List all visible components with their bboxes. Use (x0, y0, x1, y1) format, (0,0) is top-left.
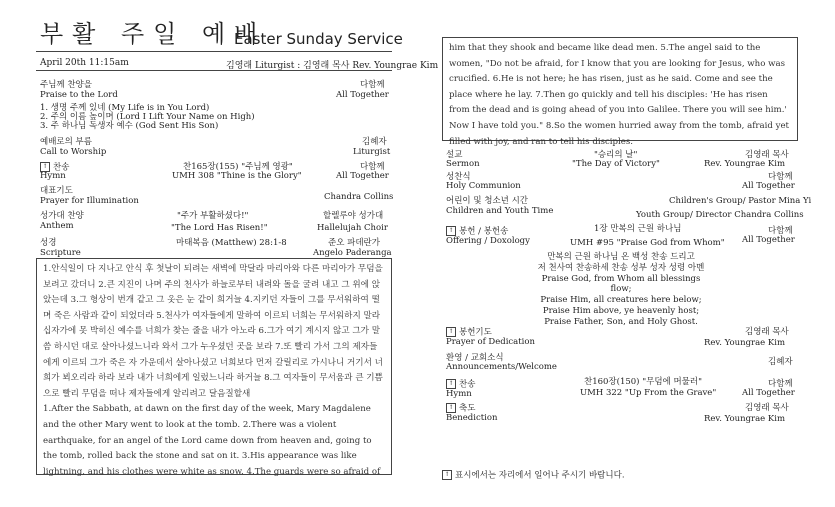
divider (36, 70, 392, 71)
hymn2-by-en: All Together (742, 388, 795, 398)
sermon-title-ko: "승리의 날" (594, 150, 638, 160)
hymn-label-ko: ↑ 찬송 (40, 162, 69, 173)
stand-icon: ↑ (446, 379, 456, 389)
scripture-passage-box (36, 258, 392, 475)
sermon-by-en: Rev. Youngrae Kim (704, 159, 785, 169)
communion-label-ko: 성찬식 (446, 172, 471, 182)
song-item: 2. 주의 이름 높이며 (Lord I Lift Your Name on High) (40, 112, 255, 122)
anthem-title-en: "The Lord Has Risen!" (171, 223, 268, 233)
stand-icon: ↑ (40, 162, 50, 172)
stand-icon: ↑ (446, 327, 456, 337)
anthem-by-en: Hallelujah Choir (317, 223, 388, 233)
doxology-line: Praise Father, Son, and Holy Ghost. (544, 316, 698, 327)
doxology-line: Praise Him above, ye heavenly host; (542, 305, 700, 316)
service-date: April 20th 11:15am (40, 58, 129, 68)
liturgist-line: 김영래 Liturgist : 김영래 목사 Rev. Youngrae Kim (226, 61, 439, 71)
communion-label-en: Holy Communion (446, 181, 521, 191)
doxology-line: Praise God, from Whom all blessings flow; (541, 273, 701, 295)
scripture-continued-box (442, 37, 798, 147)
dedication-label-ko: ↑ 봉헌기도 (446, 327, 492, 338)
scripture-by-en: Angelo Paderanga (313, 248, 392, 258)
scripture-passage-ko: 1.안식일이 다 지나고 안식 후 첫날이 되려는 새벽에 막달라 마리아와 다른 마리아가 무덤을 보려고 갔더니 2.큰 지진이 나며 주의 천사가 하늘로부터 내려와 돌을 굴려 내고 그 위에 앉았는데 3.그 형상이 번개 같고 그 옷은 눈 같이 희거늘 4.지키던 자들이 그를 무서워하여 떨며 죽은 사람과 같이 되었더라 5.천사가 여자들에게 말하여 이르되 너희는 무서워하지 말라 십자가에 못 박히신 예수를 너희가 찾는 줄을 내가 아노라 6.그가 여기 계시지 않고 그가 말씀 하시던 대로 살아나셨느니라 와서 그가 누우셨던 곳을 보라 7.또 빨리 가서 그의 제자들에게 이르되 그가 죽은 자 가운데서 살아나셨고 너희보다 먼저 갈릴리로 가시나니 거기서 너희가 뵈오리라 하라 보라 내가 너희에게 일렀느니라 하거늘 8.그 여자들이 무서움과 큰 기쁨으로 빨리 무덤을 떠나 제자들에게 알리려고 달음질할새 (43, 264, 383, 399)
dedication-by-en: Rev. Youngrae Kim (704, 338, 785, 348)
hymn2-label-en: Hymn (446, 389, 472, 399)
sermon-label-ko: 설교 (446, 150, 463, 160)
call-by-en: All Together (336, 90, 389, 100)
communion-by-ko: 다함께 (768, 172, 793, 182)
doxology-lyrics (536, 252, 706, 328)
stand-icon: ↑ (442, 470, 452, 480)
benediction-label-en: Benediction (446, 413, 498, 423)
doxology-line: 만복의 근원 하나님 온 백성 찬송 드리고 (547, 252, 695, 262)
divider (36, 51, 392, 52)
anthem-title-ko: "주가 부활하셨다!" (177, 211, 249, 221)
scripture-by-ko: 준오 파데란가 (328, 238, 380, 248)
scripture-reference: 마태복음 (Matthew) 28:1-8 (176, 238, 287, 248)
call-by-ko: 다함께 (360, 80, 385, 90)
song-item: 1. 생명 주께 있네 (My Life is in You Lord) (40, 103, 210, 113)
worship-by-ko: 김혜자 (362, 137, 387, 147)
offering-label-en: Offering / Doxology (446, 236, 530, 246)
footnote: ↑ 표시에서는 자리에서 일어나 주시기 바랍니다. (442, 470, 625, 481)
welcome-label-ko: 환영 / 교회소식 (446, 353, 504, 363)
youth-leader: Youth Group/ Director Chandra Collins (636, 210, 804, 220)
hymn2-label-ko: ↑ 찬송 (446, 379, 475, 390)
children-label-en: Children and Youth Time (446, 206, 554, 216)
call-label-ko: 주님께 찬양을 (40, 80, 92, 90)
prayer-label-en: Prayer for Illumination (40, 196, 139, 206)
benediction-label-ko: ↑ 축도 (446, 403, 475, 414)
hymn2-title-ko: 찬160장(150) "무덤에 머물러" (584, 377, 702, 387)
anthem-label-en: Anthem (40, 221, 74, 231)
offering-by-en: All Together (742, 235, 795, 245)
doxology-line: 저 천사여 찬송하세 찬송 성부 성자 성령 아멘 (537, 262, 705, 273)
scripture-label-en: Scripture (40, 248, 81, 258)
hymn2-by-ko: 다함께 (768, 379, 793, 389)
worship-label-ko: 예배로의 부름 (40, 137, 92, 147)
sermon-title-en: "The Day of Victory" (572, 159, 660, 169)
benediction-by-ko: 김영래 목사 (745, 403, 789, 413)
hymn-by-ko: 다함께 (360, 162, 385, 172)
worship-label-en: Call to Worship (40, 147, 107, 157)
hymn-title-en: UMH 308 "Thine is the Glory" (172, 171, 302, 181)
sermon-by-ko: 김영래 목사 (745, 150, 789, 160)
dedication-label-en: Prayer of Dedication (446, 337, 535, 347)
prayer-by: Chandra Collins (324, 192, 394, 202)
call-label-en: Praise to the Lord (40, 90, 118, 100)
stand-icon: ↑ (446, 403, 456, 413)
offering-by-ko: 다함께 (768, 226, 793, 236)
anthem-label-ko: 성가대 찬양 (40, 211, 84, 221)
offering-title-ko: 1장 만복의 근원 하나님 (594, 224, 682, 234)
hymn-by-en: All Together (336, 171, 389, 181)
scripture-passage-en: 1.After the Sabbath, at dawn on the first day of the week, Mary Magdalene and the other Mary went to look at the tomb. 2.There was a violent earthquake, for an angel of the Lord came down from heaven and, going to the tomb, rolled back the stone and sat on it. 3.His appearance was like lightning, and his clothes were white as snow. 4.The guards were so afraid of (43, 404, 381, 477)
welcome-by: 김혜자 (768, 357, 793, 367)
offering-title-en: UMH #95 "Praise God from Whom" (570, 238, 725, 248)
sermon-label-en: Sermon (446, 159, 480, 169)
hymn-title-ko: 찬165장(155) "주님께 영광" (183, 162, 293, 172)
hymn-label-en: Hymn (40, 171, 66, 181)
offering-label-ko: ↑ 봉헌 / 봉헌송 (446, 226, 508, 237)
scripture-passage-continued: him that they shook and became like dead men. 5.The angel said to the women, "Do not be afraid, for I know that you are looking for Jesus, who was crucified. 6.He is not here; he has risen, just as he said. Come and see the place where he lay. 7.Then go quickly and tell his disciples: 'He has risen from the dead and is going ahead of you into Galilee. There you will see him.' Now I have told you." 8.So the women hurried away from the tomb, afraid yet filled with joy, and ran to tell his disciples. (449, 43, 789, 147)
title-english: Easter Sunday Service (234, 30, 403, 48)
doxology-line: Praise Him, all creatures here below; (540, 295, 702, 306)
worship-by-en: Liturgist (353, 147, 391, 157)
song-item: 3. 주 하나님 독생자 예수 (God Sent His Son) (40, 121, 219, 131)
stand-icon: ↑ (446, 226, 456, 236)
welcome-label-en: Announcements/Welcome (446, 362, 557, 372)
children-leader: Children's Group/ Pastor Mina Yi (669, 196, 812, 206)
benediction-by-en: Rev. Youngrae Kim (704, 414, 785, 424)
scripture-label-ko: 성경 (40, 238, 57, 248)
title-korean: 부활 주일 예배 (40, 20, 267, 48)
prayer-label-ko: 대표기도 (40, 186, 73, 196)
anthem-by-ko: 할렐루야 성가대 (323, 211, 384, 221)
dedication-by-ko: 김영래 목사 (745, 327, 789, 337)
hymn2-title-en: UMH 322 "Up From the Grave" (580, 388, 717, 398)
communion-by-en: All Together (742, 181, 795, 191)
children-label-ko: 어린이 및 청소년 시간 (446, 196, 529, 206)
